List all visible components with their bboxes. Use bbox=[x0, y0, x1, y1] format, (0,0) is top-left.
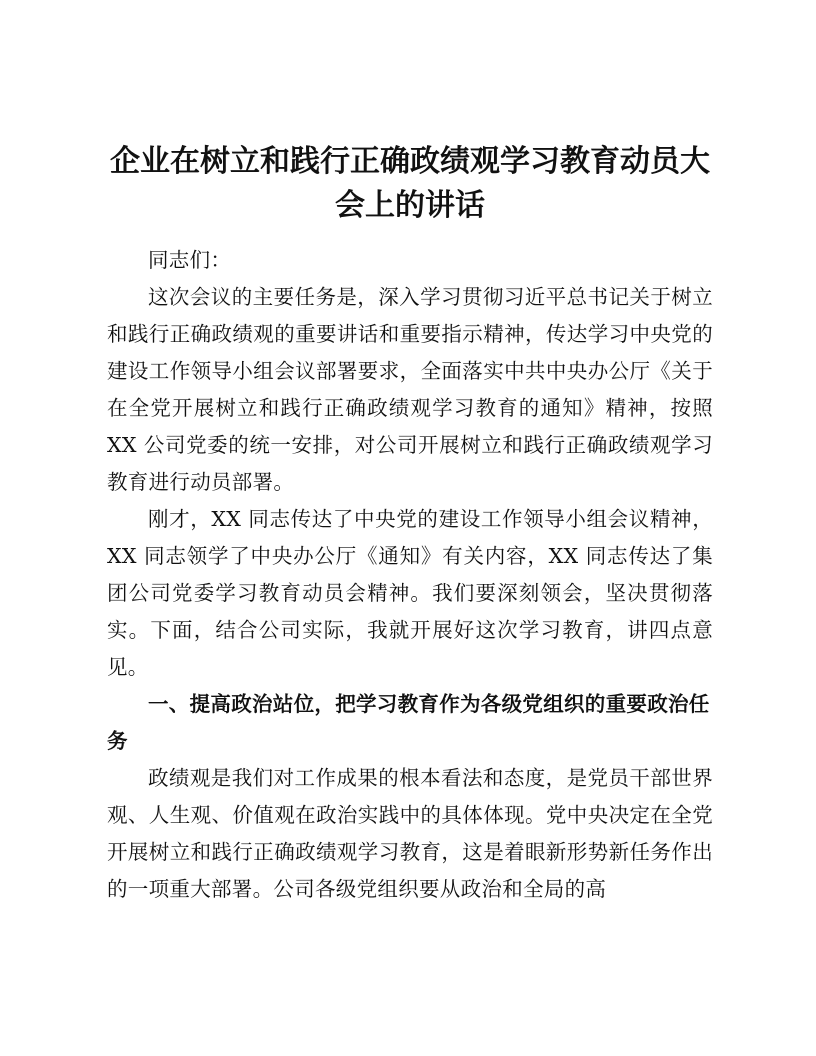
document-page bbox=[107, 140, 713, 908]
paragraph-2: 刚才，XX 同志传达了中央党的建设工作领导小组会议精神，XX 同志领学了中央办公厅《通知》有关内容，XX 同志传达了集团公司党委学习教育动员会精神。我们要深刻领会，坚决贯彻落实。下面，结合公司实际，我就开展好这次学习教育，讲四点意见。 bbox=[107, 507, 713, 679]
paragraph-1: 这次会议的主要任务是，深入学习贯彻习近平总书记关于树立和践行正确政绩观的重要讲话和重要指示精神，传达学习中央党的建设工作领导小组会议部署要求，全面落实中共中央办公厅《关于在全党开展树立和践行正确政绩观学习教育的通知》精神，按照 XX 公司党委的统一安排，对公司开展树立和践行正确政绩观学习教育进行动员部署。 bbox=[107, 285, 713, 494]
section-paragraph: 政绩观是我们对工作成果的根本看法和态度，是党员干部世界观、人生观、价值观在政治实践中的具体体现。党中央决定在全党开展树立和践行正确政绩观学习教育，这是着眼新形势新任务作出的一项重大部署。公司各级党组织要从政治和全局的高 bbox=[107, 766, 713, 901]
section-heading: 一、提高政治站位，把学习教育作为各级党组织的重要政治任务 bbox=[107, 692, 710, 753]
document-title: 企业在树立和践行正确政绩观学习教育动员大会上的讲话 bbox=[110, 144, 710, 223]
greeting: 同志们： bbox=[148, 248, 232, 272]
